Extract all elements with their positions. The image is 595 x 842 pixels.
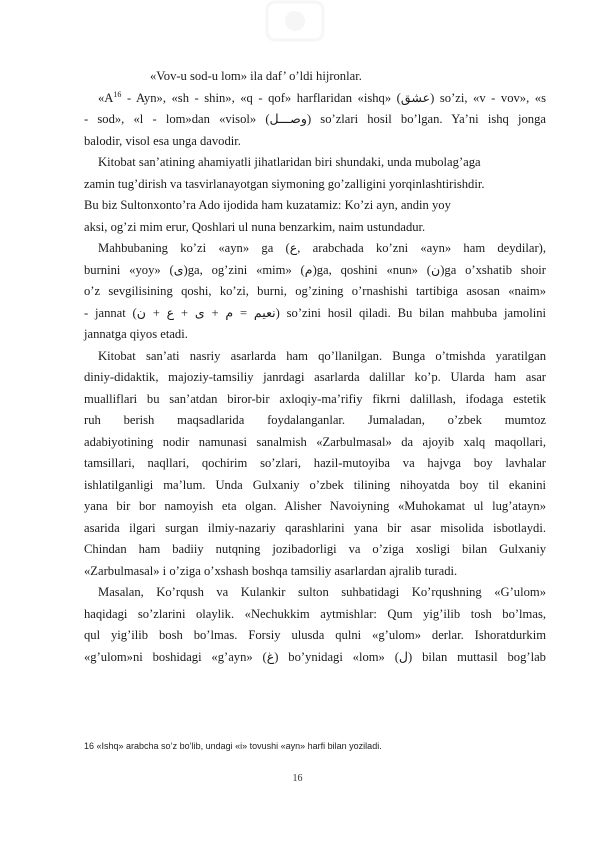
paragraph-line: aksi, og’zi mim erur, Qoshlari ul nuna benzarkim, naim ustundadur. (84, 219, 426, 234)
paragraph-line: jannatga qiyos etadi. (84, 327, 188, 341)
paragraph-line: diniy-didaktik, majoziy-tamsiliy janrdagi asarlarda dalillar ko’p. Ularda ham asar (84, 370, 546, 384)
text-line: «A (98, 90, 114, 105)
paragraph-line: - sod», «l - lom»dan «visol» (وصـــل) so’zlari hosil bo’lgan. Ya’ni ishq jonga (84, 112, 546, 126)
poem-line-title (84, 66, 546, 88)
paragraph-line: asarida ilgari surgan ilmiy-nazariy qarashlarini yana bir asar misolida isbotlaydi. (84, 520, 546, 535)
paragraph-line: zamin tug’dirish va tasvirlanayotgan siymoning go’zalligini yorqinlashtirishdir. (84, 176, 485, 191)
paragraph-line: o’z sevgilisining qoshi, ko’zi, burni, og’zining o’rnashishi tartibiga asosan «naim» (84, 284, 546, 298)
paragraph-line: yana bir bor namoyish eta olgan. Alisher Navoiyning «Muhokamat ul lug’atayn» (84, 499, 546, 513)
paragraph-line: Kitobat san’atining ahamiyatli jihatlaridan biri shundaki, unda mubolag’aga (98, 155, 481, 169)
footnote-marker: 16 (113, 89, 122, 99)
paragraph-line: balodir, visol esa unga davodir. (84, 133, 241, 148)
text-line: - Ayn», «sh - shin», «q - qof» harflaridan «ishq» (عشق) so’zi, «v - vov», «s (121, 90, 546, 105)
paragraph-line: burnini «yoy» (ى)ga, og’zini «mim» (م)ga, qoshini «nun» (ن)ga o’xshatib shoir (84, 262, 546, 277)
paragraph-line: ishlatilganligi ma’lum. Unda Gulxaniy o’zbek tilining nihoyatda boy til ekanini (84, 477, 546, 492)
paragraph-line: «g’ulom»ni boshidagi «g’ayn» (غ) bo’ynidagi «lom» (ل) bilan muttasil bog’lab (84, 649, 546, 664)
paragraph-line: haqidagi so’zlarini olaylik. «Nechukkim aytmishlar: Qum yig’ilib tosh bo’lmas, (84, 606, 546, 621)
faint-logo-watermark (265, 0, 325, 42)
paragraph-line: ruh berish maqsadlarida foydalanganlar. Jumaladan, o’zbek mumtoz (84, 413, 546, 427)
paragraph-line: qul yig’ilib bosh bo’lmas. Forsiy ulusda qulni «g’ulom» derlar. Ishoratdurkim (84, 628, 546, 642)
paragraph-line: - jannat (نعيم = م + ى + ع + ن) so’zini hosil qiladi. Bu bilan mahbuba jamolini (84, 305, 546, 320)
paragraph-line: Chindan ham badiiy nutqning jozibadorligi va o’ziga xosligi bilan Gulxaniy (84, 542, 546, 556)
footnote: 16 «Ishq» arabcha so’z bo’lib, undagi «i» tovushi «ayn» harfi bilan yoziladi. (84, 741, 382, 751)
paragraph-line (84, 88, 546, 110)
paragraph-line: «Zarbulmasal» i o’ziga o’xshash boshqa tamsiliy asarlardan ajralib turadi. (84, 563, 458, 578)
document-body (84, 66, 546, 668)
paragraph-line: mualliflari bu san’atdan biror-bir axloqiy-ma’rifiy fikrni dalillash, ifodaga estetik (84, 391, 546, 406)
page-number: 16 (292, 773, 303, 784)
paragraph-line: Bu biz Sultonxonto’ra Ado ijodida ham kuzatamiz: Ko’zi ayn, andin yoy (84, 198, 451, 212)
paragraph-line: adabiyotining nodir namunasi sanalmish «Zarbulmasal» da ajoyib xalq maqollari, (84, 434, 546, 449)
text-line: «Vov-u sod-u lom» ila daf’ o’ldi hijronlar. (150, 69, 362, 83)
paragraph-line: Mahbubaning ko’zi «ayn» ga (ع, arabchada ko’zni «ayn» ham deydilar), (98, 241, 546, 255)
paragraph-line: tamsillari, naqllari, qochirim so’zlari, hazil-mutoyiba va hajvga boy lavhalar (84, 456, 546, 470)
paragraph-line: Kitobat san’ati nasriy asarlarda ham qo’llanilgan. Bunga o’tmishda yaratilgan (98, 348, 546, 363)
paragraph-line: Masalan, Ko’rqush va Kulankir sulton suhbatidagi Ko’rqushning «G’ulom» (98, 585, 546, 599)
